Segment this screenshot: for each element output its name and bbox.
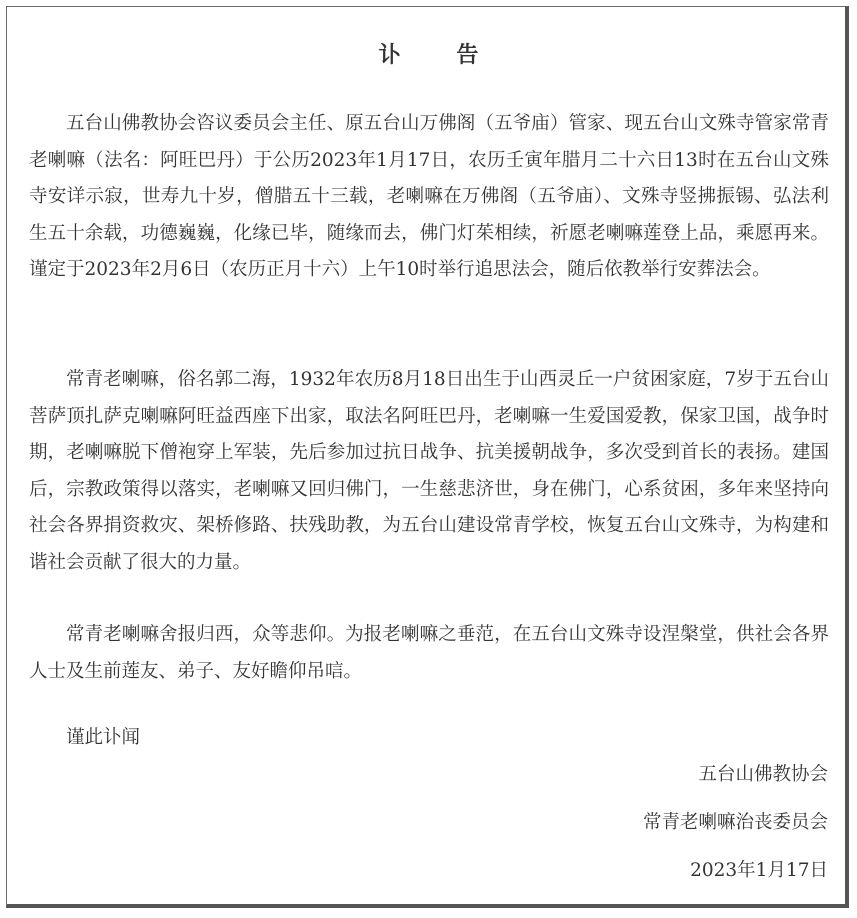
signature-date: 2023年1月17日 (690, 860, 828, 881)
body-paragraph-biography: 常青老喇嘛，俗名郭二海，1932年农历8月18日出生于山西灵丘一户贫困家庭，7岁于五台山菩萨顶扎萨克喇嘛阿旺益西座下出家，取法名阿旺巴丹，老喇嘛一生爱国爱教，保家卫国，战争时期，老喇嘛脱下僧袍穿上军装，先后参加过抗日战争、抗美援朝战争，多次受到首长的表扬。建国后，宗教政策得以落实，老喇嘛又回归佛门，一生慈悲济世，身在佛门，心系贫困，多年来坚持向社会各界捐资救灾、架桥修路、扶残助教，为五台山建设常青学校，恢复五台山文殊寺，为构建和谐社会贡献了很大的力量。 (29, 369, 829, 573)
page-title: 讣 告 (378, 42, 503, 68)
signature-organization: 五台山佛教协会 (698, 764, 828, 785)
body-paragraph-memorial: 常青老喇嘛舍报归西，众等悲仰。为报老喇嘛之垂范，在五台山文殊寺设涅槃堂，供社会各界人士及生前莲友、弟子、友好瞻仰吊唁。 (29, 624, 829, 682)
body-paragraph-announcement: 五台山佛教协会咨议委员会主任、原五台山万佛阁（五爷庙）管家、现五台山文殊寺管家常青老喇嘛（法名：阿旺巴丹）于公历2023年1月17日，农历壬寅年腊月二十六日13时在五台山文殊寺安详示寂，世寿九十岁，僧腊五十三载，老喇嘛在万佛阁（五爷庙）、文殊寺竖拂振锡、弘法利生五十余载，功德巍巍，化缘已毕，随缘而去，佛门灯茱相续，祈愿老喇嘛莲登上品，乘愿再来。谨定于2023年2月6日（农历正月十六）上午10时举行追思法会，随后依教举行安葬法会。 (29, 113, 829, 280)
signature-committee: 常青老喇嘛治丧委员会 (642, 812, 828, 833)
closing-phrase: 谨此讣闻 (66, 727, 141, 748)
